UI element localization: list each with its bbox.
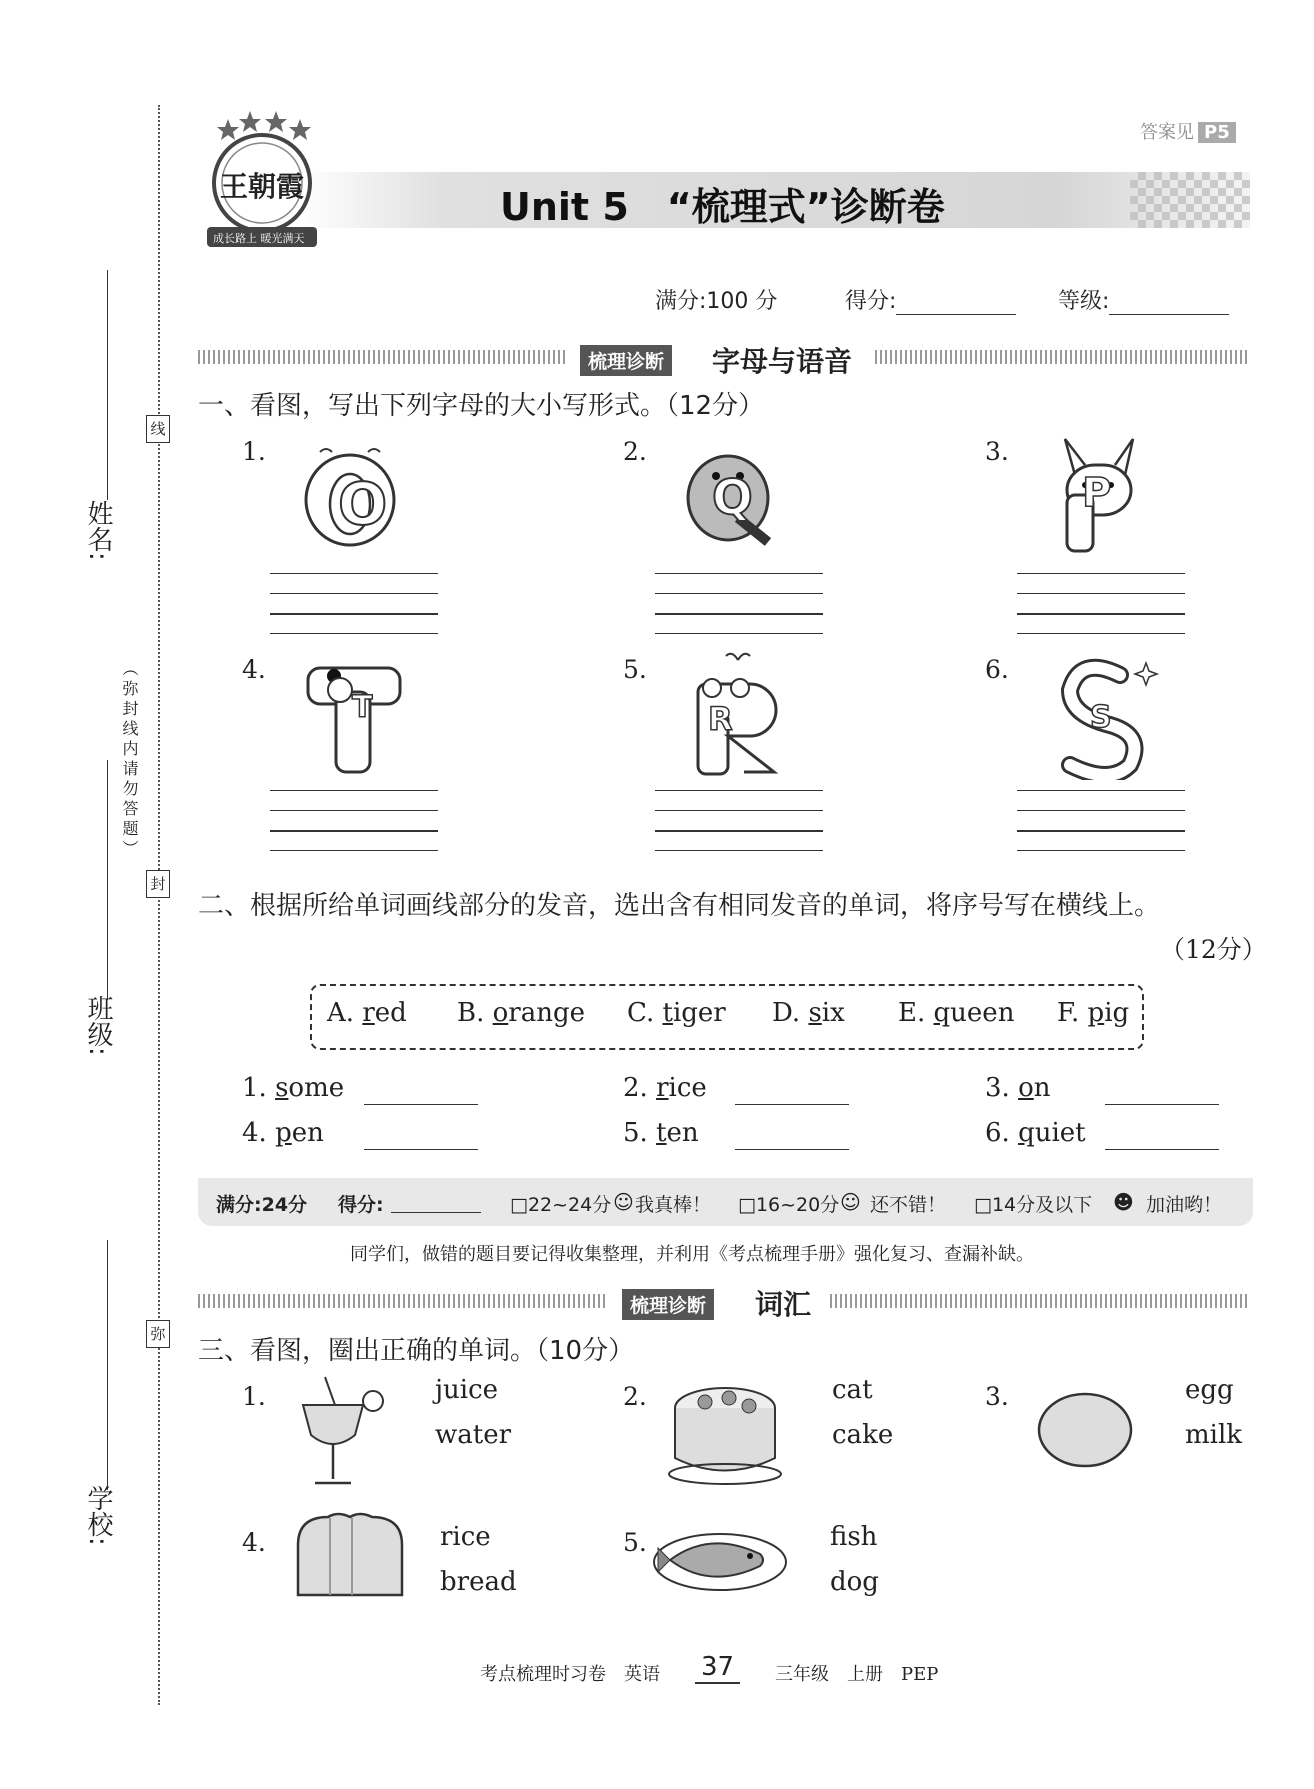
egg-picture [1035, 1390, 1135, 1470]
answer-blank[interactable] [735, 1149, 849, 1150]
q2-option: E. queen [898, 998, 1015, 1028]
word-choice[interactable]: juice [435, 1375, 499, 1405]
letter-s-glyph: S [1090, 700, 1112, 735]
bar-score-blank[interactable] [391, 1192, 481, 1213]
school-line [107, 1240, 108, 1490]
logo-name: 王朝霞 [220, 170, 305, 203]
seal-box-line: 线 [146, 415, 170, 443]
q2-option: D. six [772, 998, 845, 1028]
letter-r-glyph: R [708, 700, 733, 738]
section-tag: 梳理诊断 [580, 345, 672, 376]
self-score-bar [198, 1178, 1253, 1226]
q2-option: B. orange [457, 998, 586, 1028]
range-1[interactable]: □22~24分 [510, 1194, 612, 1216]
q1-item-number: 4. [242, 655, 266, 684]
word-choice[interactable]: cake [832, 1420, 894, 1450]
q2-heading: 二、根据所给单词画线部分的发音，选出含有相同发音的单词，将序号写在横线上。 [198, 891, 1161, 921]
juice-glass-picture [295, 1375, 395, 1490]
word-choice[interactable]: rice [440, 1522, 491, 1552]
footer-right: 三年级 上册 PEP [775, 1664, 939, 1685]
class-line [107, 760, 108, 1000]
q2-item: 3. on [985, 1073, 1051, 1103]
answer-page: P5 [1198, 122, 1236, 143]
q2-item: 2. rice [623, 1073, 707, 1103]
section-title: 字母与语音 [712, 345, 853, 378]
section-divider [875, 350, 1250, 364]
q3-heading: 三、看图，圈出正确的单词。（10分） [198, 1336, 635, 1366]
score-field [845, 284, 1016, 315]
answer-label: 答案见 [1140, 122, 1194, 143]
word-choice[interactable]: egg [1185, 1375, 1234, 1405]
word-choice[interactable]: fish [830, 1522, 878, 1552]
message-1: 我真棒！ [635, 1194, 712, 1216]
q2-item: 1. some [242, 1073, 345, 1103]
writing-lines[interactable] [1017, 573, 1185, 635]
writing-lines[interactable] [655, 573, 823, 635]
bar-full-score: 满分:24分 [216, 1194, 308, 1216]
letter-o-glyph: O [338, 470, 388, 538]
q2-item: 4. pen [242, 1118, 324, 1148]
word-choice[interactable]: dog [830, 1567, 879, 1597]
seal-box-seal: 封 [146, 870, 170, 898]
writing-lines[interactable] [655, 790, 823, 852]
message-3: 加油哟！ [1146, 1194, 1223, 1216]
cheer-icon: ☻ [1113, 1190, 1134, 1214]
seal-box-mi: 弥 [146, 1320, 170, 1348]
range-2[interactable]: □16~20分 [738, 1194, 840, 1216]
q1-item-number: 1. [242, 437, 266, 466]
page-title: Unit 5 “梳理式”诊断卷 [500, 185, 945, 229]
brand-logo [195, 105, 325, 255]
q2-points: （12分） [1160, 935, 1267, 964]
answer-blank[interactable] [1105, 1104, 1219, 1105]
name-label: 姓名: [83, 500, 113, 561]
writing-lines[interactable] [270, 790, 438, 852]
logo-motto: 成长路上 暖光满天 [213, 232, 305, 245]
word-choice[interactable]: cat [832, 1375, 873, 1405]
letter-r-picture [690, 650, 790, 780]
answer-blank[interactable] [1105, 1149, 1219, 1150]
section-title: 词汇 [755, 1288, 812, 1321]
name-line [107, 270, 108, 500]
cake-picture [665, 1378, 785, 1488]
smile-icon: ☺ [613, 1190, 634, 1214]
grade-label: 等级: [1058, 289, 1110, 314]
answer-reference [1140, 118, 1236, 144]
score-label: 得分: [845, 289, 897, 314]
seal-dotted-line [158, 105, 160, 1705]
page-number: 37 [695, 1652, 740, 1684]
letter-q-glyph: Q [712, 470, 753, 526]
message-2: 还不错！ [870, 1194, 947, 1216]
q1-item-number: 6. [985, 655, 1009, 684]
range-3[interactable]: □14分及以下 [974, 1194, 1093, 1216]
grade-field [1058, 284, 1229, 315]
section-tag: 梳理诊断 [622, 1289, 714, 1320]
writing-lines[interactable] [1017, 790, 1185, 852]
full-score: 满分:100 分 [655, 289, 778, 314]
school-label: 学校: [83, 1485, 113, 1546]
q2-item: 6. quiet [985, 1118, 1086, 1148]
q3-item-number: 5. [623, 1528, 647, 1557]
letter-t-glyph: T [352, 690, 373, 725]
q2-option: C. tiger [627, 998, 726, 1028]
q2-item: 5. ten [623, 1118, 699, 1148]
q2-option: F. pig [1057, 998, 1130, 1028]
q1-item-number: 2. [623, 437, 647, 466]
q3-item-number: 1. [242, 1382, 266, 1411]
q2-option: A. red [327, 998, 407, 1028]
word-choice[interactable]: water [435, 1420, 512, 1450]
letter-p-glyph: P [1082, 470, 1112, 516]
review-note: 同学们，做错的题目要记得收集整理，并利用《考点梳理手册》强化复习、查漏补缺。 [350, 1244, 1034, 1265]
section-divider [198, 1294, 608, 1308]
answer-blank[interactable] [735, 1104, 849, 1105]
bread-picture [290, 1510, 410, 1605]
banner-pattern [1130, 172, 1250, 228]
class-label: 班级: [83, 995, 113, 1056]
answer-blank[interactable] [364, 1149, 478, 1150]
q2-options-box [310, 984, 1144, 1050]
seal-note: （弥封线内请勿答题） [120, 660, 139, 860]
footer-left: 考点梳理时习卷 英语 [480, 1664, 660, 1685]
section-divider [198, 350, 568, 364]
answer-blank[interactable] [364, 1104, 478, 1105]
q1-item-number: 5. [623, 655, 647, 684]
bar-score-label: 得分: [338, 1194, 384, 1216]
q1-item-number: 3. [985, 437, 1009, 466]
section-divider [830, 1294, 1250, 1308]
q3-item-number: 4. [242, 1528, 266, 1557]
fish-plate-picture [650, 1520, 795, 1595]
word-choice[interactable]: bread [440, 1567, 517, 1597]
writing-lines[interactable] [270, 573, 438, 635]
word-choice[interactable]: milk [1185, 1420, 1243, 1450]
q1-heading: 一、看图，写出下列字母的大小写形式。（12分） [198, 391, 765, 421]
q3-item-number: 3. [985, 1382, 1009, 1411]
smile-icon: ☺ [840, 1190, 861, 1214]
q3-item-number: 2. [623, 1382, 647, 1411]
